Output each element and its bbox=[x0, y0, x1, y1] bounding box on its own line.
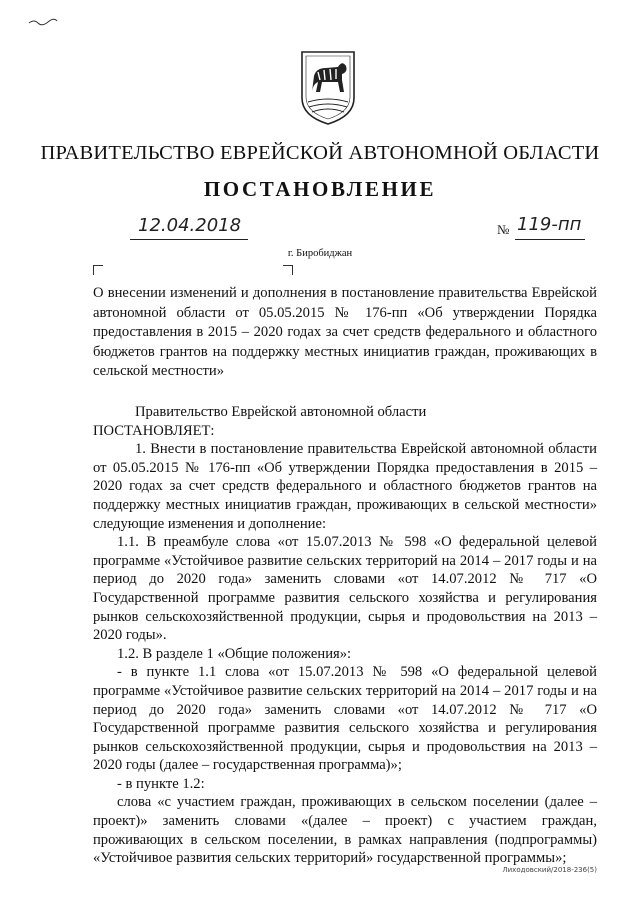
resolves-heading: ПОСТАНОВЛЯЕТ: bbox=[93, 422, 215, 439]
scan-mark bbox=[28, 18, 58, 26]
date-field bbox=[130, 213, 248, 240]
paragraph-1: 1. Внести в постановление правительства Еврейской автономной области от 05.05.2015 № 176-пп «Об утверждении Порядка предоставления в 2015 – 2020 годах за счет средств федерального и областного бюджетов грантов на поддержку местных инициатив граждан, проживающих в сельской местности» следующие изменения и дополнение: bbox=[93, 441, 597, 532]
document-subject: О внесении изменений и дополнения в постановление правительства Еврейской автономной области от 05.05.2015 № 176-пп «Об утверждении Порядка предоставления в 2015 – 2020 годах за счет средств федерального и областного бюджетов грантов на поддержку местных инициатив граждан, проживающих в сельской местности» bbox=[93, 285, 597, 380]
document-date: 12.04.2018 bbox=[138, 215, 242, 236]
paragraph-1-2: 1.2. В разделе 1 «Общие положения»: bbox=[117, 645, 352, 662]
city-name: г. Биробиджан bbox=[287, 248, 353, 259]
paragraph-1-2-b: - в пункте 1.2: bbox=[117, 775, 205, 792]
government-title: ПРАВИТЕЛЬСТВО ЕВРЕЙСКОЙ АВТОНОМНОЙ ОБЛАСТИ bbox=[40, 142, 600, 164]
footer-reference: Лиходовский/2018-236(5) bbox=[502, 866, 597, 874]
document-number: 119-пп bbox=[517, 214, 582, 235]
subject-corner-right bbox=[283, 265, 293, 275]
number-line bbox=[515, 213, 585, 240]
subject-corner-left bbox=[93, 265, 103, 275]
number-field bbox=[497, 213, 597, 239]
paragraph-1-2-c: слова «с участием граждан, проживающих в сельском поселении (далее – проект)» заменить словами «(далее – проект) с участием граждан, проживающих в сельском поселении, в рамках направления (подпрограммы) «Устойчивое развития сельских территорий» государственной программы»; bbox=[93, 794, 597, 867]
paragraph-1-2-a: - в пункте 1.1 слова «от 15.07.2013 № 598 «О федеральной целевой программе «Устойчивое развитие сельских территорий на 2014 – 2017 годы и на период до 2020 года» заменить словами «от 14.07.2012 № 717 «О Государственной программе развития сельского хозяйства и регулирования рынков сельскохозяйственной продукции, сырья и продовольствия на 2013 – 2020 годы (далее – государственная программа)»; bbox=[93, 664, 597, 774]
coat-of-arms-emblem bbox=[298, 46, 358, 126]
document-type: ПОСТАНОВЛЕНИЕ bbox=[203, 177, 437, 201]
document-body bbox=[93, 403, 597, 868]
paragraph-1-1: 1.1. В преамбуле слова «от 15.07.2013 № 598 «О федеральной целевой программе «Устойчивое развитие сельских территорий на 2014 – 2017 годы и на период до 2020 года» заменить словами «от 14.07.2012 № 717 «О Государственной программе развития сельского хозяйства и регулирования рынков сельскохозяйственной продукции, сырья и продовольствия на 2013 – 2020 годы». bbox=[93, 534, 597, 644]
government-line: Правительство Еврейской автономной области bbox=[135, 404, 427, 420]
number-sign: № bbox=[497, 222, 510, 237]
